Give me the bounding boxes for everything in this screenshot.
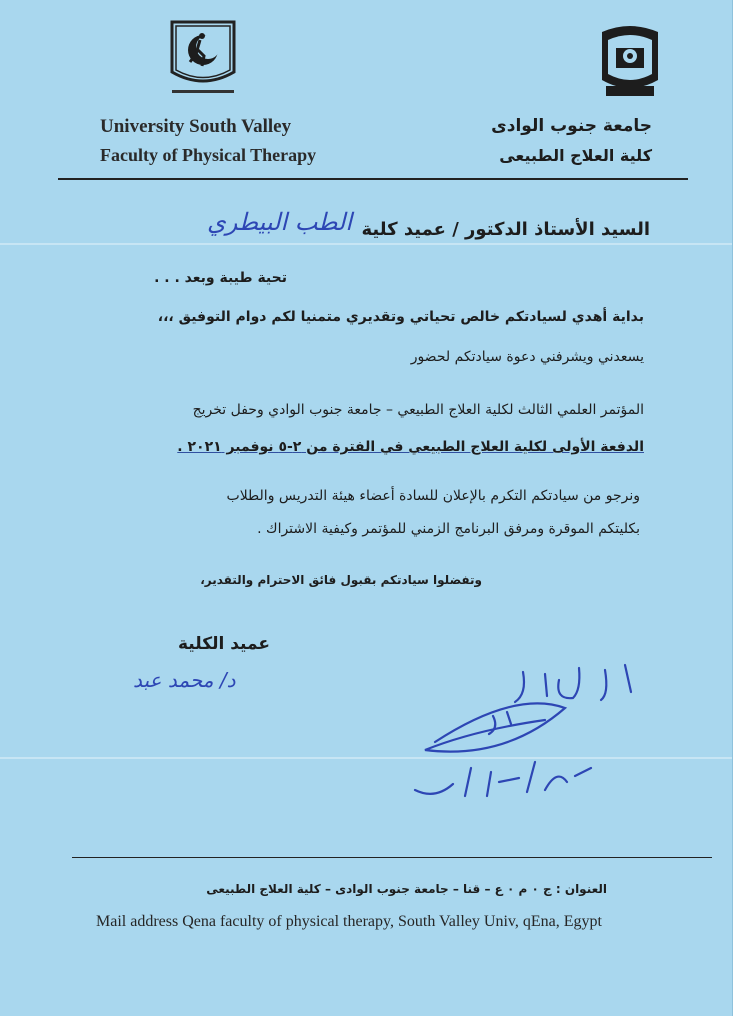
english-university-name: University South Valley xyxy=(100,116,292,137)
handwritten-annotation-icon xyxy=(395,650,645,830)
english-address: Mail address Qena faculty of physical therapy, South Valley Univ, qEna, Egypt xyxy=(96,913,602,930)
letter-line-4: الدفعة الأولى لكلية العلاج الطبيعي في الفترة من ٢-٥ نوفمبر ٢٠٢١ . xyxy=(177,439,644,455)
arabic-university-name: جامعة جنوب الوادى xyxy=(491,116,652,136)
footer-divider xyxy=(72,857,712,858)
signature-title: عميد الكلية xyxy=(178,634,270,654)
university-seal-icon xyxy=(594,22,666,102)
arabic-faculty-name: كلية العلاج الطبيعى xyxy=(499,146,652,165)
closing-line: وتفضلوا سيادتكم بقبول فائق الاحترام والتقدير، xyxy=(200,573,482,587)
header-divider xyxy=(58,178,688,180)
arabic-address: العنوان : ج ٠ م ٠ ع – قنا – جامعة جنوب الوادى – كلية العلاج الطبيعى xyxy=(206,882,607,896)
handwritten-faculty-name: الطب البيطري xyxy=(206,208,352,236)
letter-line-5: ونرجو من سيادتكم التكرم بالإعلان للسادة أعضاء هيئة التدريس والطلاب xyxy=(226,488,640,504)
letter-line-2: يسعدني ويشرفني دعوة سيادتكم لحضور xyxy=(410,349,644,365)
paper-fold-line xyxy=(0,243,732,245)
dean-signature: د/ محمد عبد xyxy=(133,668,236,692)
greeting: تحية طيبة وبعد . . . xyxy=(154,270,287,286)
addressee-line: السيد الأستاذ الدكتور / عميد كلية xyxy=(361,219,650,240)
letter-line-3: المؤتمر العلمي الثالث لكلية العلاج الطبيعي – جامعة جنوب الوادي وحفل تخريج xyxy=(192,402,644,418)
letter-line-6: بكليتكم الموقرة ومرفق البرنامج الزمني للمؤتمر وكيفية الاشتراك . xyxy=(257,521,640,537)
faculty-logo-icon xyxy=(166,16,240,96)
english-faculty-name: Faculty of Physical Therapy xyxy=(100,145,317,165)
letter-line-1: بداية أهدي لسيادتكم خالص تحياتي وتقديري متمنيا لكم دوام التوفيق ،،، xyxy=(157,309,644,325)
